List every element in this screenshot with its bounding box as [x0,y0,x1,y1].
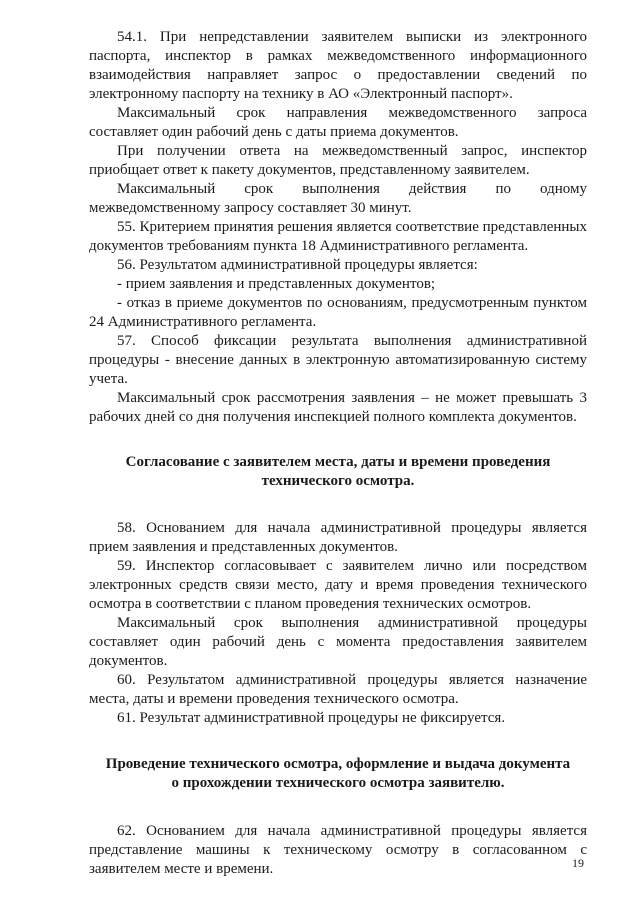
document-body [89,28,587,879]
paragraph-54-1-response: При получении ответа на межведомственный запрос, инспектор приобщает ответ к пакету документов, представленному заявителем. [89,143,587,178]
page-number: 19 [572,856,584,870]
paragraph-54-1-deadline: Максимальный срок направления межведомственного запроса составляет один рабочий день с даты приема документов. [89,105,587,140]
paragraph-55: 55. Критерием принятия решения является соответствие представленных документов требованиям пункта 18 Административного регламента. [89,219,587,254]
paragraph-58: 58. Основанием для начала административной процедуры является прием заявления и представленных документов. [89,520,587,555]
paragraph-59: 59. Инспектор согласовывает с заявителем лично или посредством электронных средств связи место, дату и время проведения технического осмотра в соответствии с планом проведения технических осмотров. [89,558,587,612]
paragraph-57: 57. Способ фиксации результата выполнения административной процедуры - внесение данных в электронную автоматизированную систему учета. [89,333,587,387]
section-heading-scheduling: Согласование с заявителем места, даты и времени проведения технического осмотра. [125,454,551,489]
paragraph-62: 62. Основанием для начала административной процедуры является представление машины к техническому осмотру в согласованном с заявителем месте и времени. [89,823,587,877]
paragraph-54-1-action-deadline: Максимальный срок выполнения действия по одному межведомственному запросу составляет 30 минут. [89,181,587,216]
list-item-acceptance: - прием заявления и представленных документов; [117,276,436,292]
paragraph-56: 56. Результатом административной процедуры является: [117,257,478,273]
list-item-refusal: - отказ в приеме документов по основаниям, предусмотренным пунктом 24 Административного регламента. [89,295,587,330]
paragraph-54-1: 54.1. При непредставлении заявителем выписки из электронного паспорта, инспектор в рамках межведомственного информационного взаимодействия направляет запрос о предоставлении сведений по электронному паспорту на технику в АО «Электронный паспорт». [89,29,587,102]
paragraph-57-deadline: Максимальный срок рассмотрения заявления – не может превышать 3 рабочих дней со дня получения инспекцией полного комплекта документов. [89,390,587,425]
paragraph-61: 61. Результат административной процедуры не фиксируется. [117,710,506,726]
paragraph-60: 60. Результатом административной процедуры является назначение места, даты и времени проведения технического осмотра. [89,672,587,707]
section-heading-inspection: Проведение технического осмотра, оформление и выдача документа о прохождении технического осмотра заявителю. [105,756,571,791]
paragraph-59-deadline: Максимальный срок выполнения административной процедуры составляет один рабочий день с момента предоставления заявителем документов. [89,615,587,669]
